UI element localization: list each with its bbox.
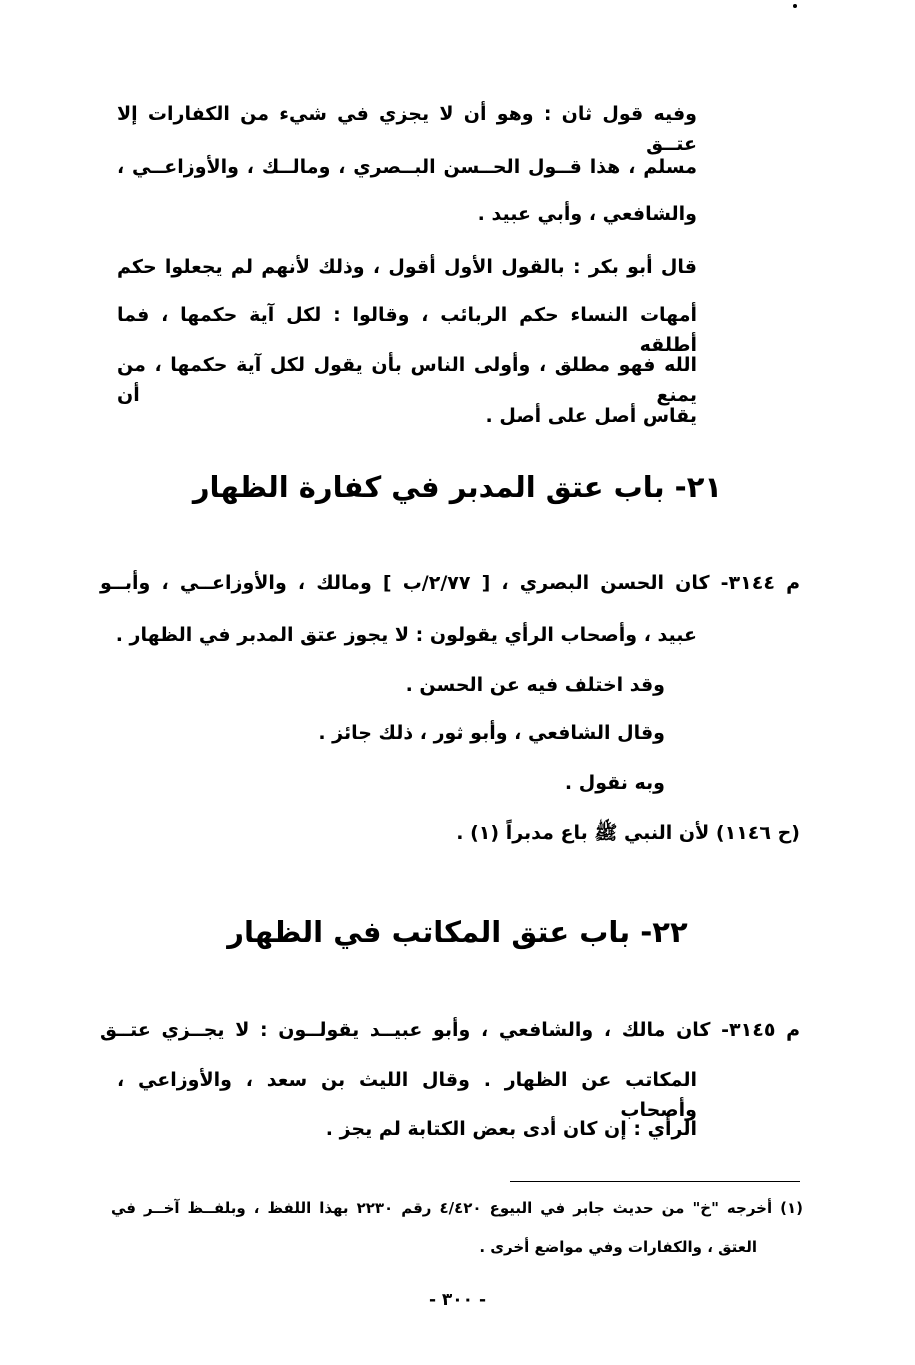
paragraph-1-line-1: وفيه قول ثان : وهو أن لا يجزي في شيء من الكفارات إلا عتــق [117, 103, 697, 155]
entry-3144-line-2: عبيد ، وأصحاب الرأي يقولون : لا يجوز عتق المدبر في الظهار . [115, 624, 697, 646]
entry-3145-line-3: الرأي : إن كان أدى بعض الكتابة لم يجز . [325, 1118, 697, 1140]
entry-3145-line-2: المكاتب عن الظهار . وقال الليث بن سعد ، والأوزاعي ، وأصحاب [117, 1069, 697, 1121]
entry-3144-line-1: م ٣١٤٤- كان الحسن البصري ، [ ٢/٧٧/ب ] ومالك ، والأوزاعــي ، وأبــو [100, 572, 800, 594]
entry-3144-line-4: وقال الشافعي ، وأبو ثور ، ذلك جائز . [318, 722, 665, 744]
corner-dot [793, 4, 797, 8]
entry-3144-line-3: وقد اختلف فيه عن الحسن . [405, 674, 665, 696]
entry-3145-line-1: م ٣١٤٥- كان مالك ، والشافعي ، وأبو عبيــد يقولــون : لا يجــزي عتــق [100, 1019, 800, 1041]
chapter-heading-21: ٢١- باب عتق المدبر في كفارة الظهار [192, 470, 723, 504]
page-number: - ٣٠٠ - [428, 1290, 487, 1310]
paragraph-2-line-2: أمهات النساء حكم الربائب ، وقالوا : لكل آية حكمها ، فما أطلقه [117, 304, 697, 356]
footnote-separator [510, 1181, 800, 1182]
paragraph-1-line-3: والشافعي ، وأبي عبيد . [477, 203, 697, 225]
paragraph-1-line-2: مسلم ، هذا قــول الحــسن البــصري ، ومالــك ، والأوزاعــي ، [117, 156, 697, 178]
footnote-line-1: (١) أخرجه "خ" من حديث جابر في البيوع ٤/٤٢٠ رقم ٢٢٣٠ بهذا اللفظ ، وبلفــظ آخــر في [111, 1199, 803, 1217]
chapter-heading-22: ٢٢- باب عتق المكاتب في الظهار [227, 915, 688, 949]
paragraph-2-line-4: يقاس أصل على أصل . [485, 405, 697, 427]
hadith-1146: (ح ١١٤٦) لأن النبي ﷺ باع مدبراً (١) . [456, 822, 800, 844]
paragraph-2-line-3: الله فهو مطلق ، وأولى الناس بأن يقول لكل آية حكمها ، من يمنع أن [117, 354, 697, 406]
entry-3144-line-5: وبه نقول . [564, 772, 665, 794]
footnote-line-2: العتق ، والكفارات وفي مواضع أخرى . [479, 1238, 757, 1256]
paragraph-2-line-1: قال أبو بكر : بالقول الأول أقول ، وذلك لأنهم لم يجعلوا حكم [117, 256, 697, 278]
